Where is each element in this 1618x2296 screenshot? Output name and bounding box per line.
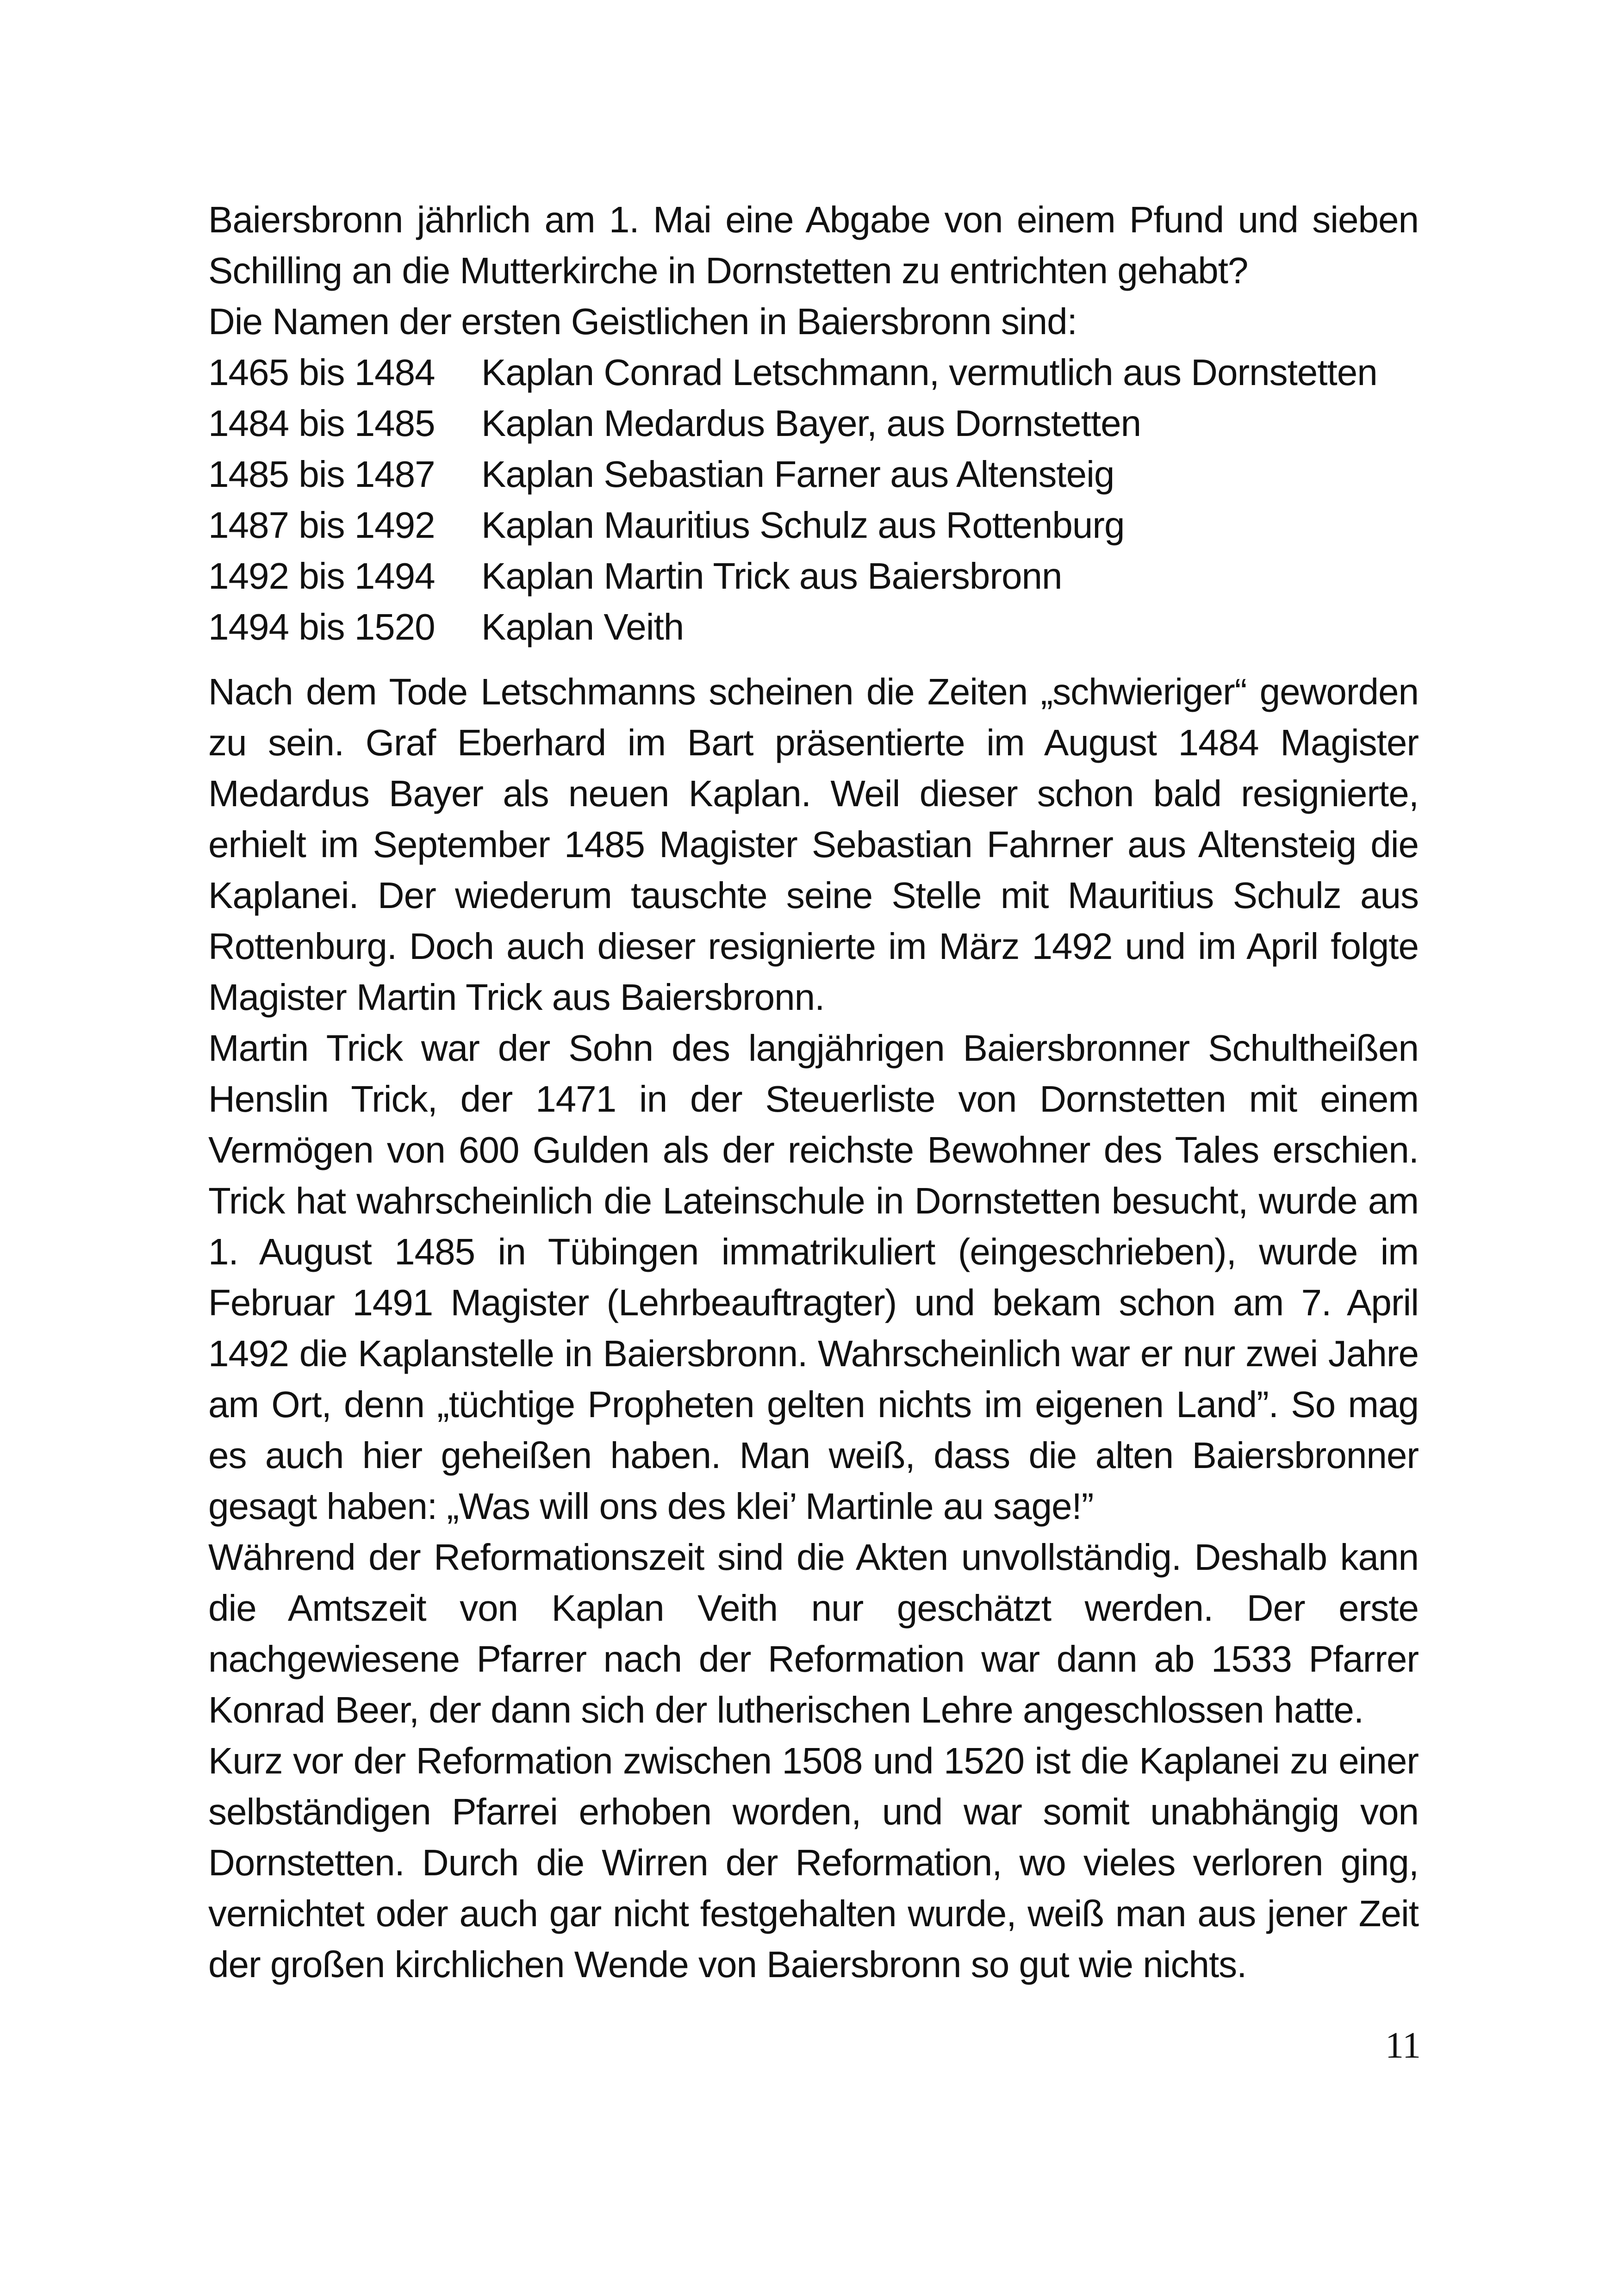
clergy-entry [208, 500, 1419, 551]
clergy-name: Kaplan Mauritius Schulz aus Rottenburg [481, 504, 1125, 546]
intro-paragraph: Baiersbronn jährlich am 1. Mai eine Abgabe von einem Pfund und sieben Schilling an die Mutterkirche in Dornstetten zu entrichten gehabt? [208, 199, 1419, 291]
body-paragraph: Martin Trick war der Sohn des langjährigen Baiersbronner Schultheißen Henslin Trick, der 1471 in der Steuerliste von Dornstetten mit einem Vermögen von 600 Gulden als der reichste Bewohner des Tales erschien. Trick hat wahrscheinlich die Lateinschule in Dornstetten besucht, wurde am 1. August 1485 in Tübingen immatrikuliert (eingeschrieben), wurde im Februar 1491 Magister (Lehrbeauftragter) und bekam schon am 7. April 1492 die Kaplanstelle in Baiersbronn. Wahrscheinlich war er nur zwei Jahre am Ort, denn „tüchtige Propheten gelten nichts im eigenen Land”. So mag es auch hier geheißen haben. Man weiß, dass die alten Baiersbronner gesagt haben: „Was will ons des klei’ Martinle au sage!” [208, 1027, 1419, 1527]
body-paragraph: Nach dem Tode Letschmanns scheinen die Zeiten „schwieriger“ geworden zu sein. Graf Eberhard im Bart präsentierte im August 1484 Magister Medardus Bayer als neuen Kaplan. Weil dieser schon bald resignierte, erhielt im September 1485 Magister Sebastian Fahrner aus Altensteig die Kaplanei. Der wiederum tauschte seine Stelle mit Mauritius Schulz aus Rottenburg. Doch auch dieser resignierte im März 1492 und im April folgte Magister Martin Trick aus Baiersbronn. [208, 671, 1419, 1018]
clergy-list-heading: Die Namen der ersten Geistlichen in Baiersbronn sind: [208, 301, 1077, 342]
body-paragraph: Kurz vor der Reformation zwischen 1508 und 1520 ist die Kaplanei zu einer selbständigen Pfarrei erhoben worden, und war somit unabhängig von Dornstetten. Durch die Wirren der Reformation, wo vieles verloren ging, vernichtet oder auch gar nicht festgehalten wurde, weiß man aus jener Zeit der großen kirchlichen Wende von Baiersbronn so gut wie nichts. [208, 1740, 1419, 1985]
body-paragraph: Während der Reformationszeit sind die Akten unvollständig. Deshalb kann die Amtszeit von Kaplan Veith nur geschätzt werden. Der erste nachgewiesene Pfarrer nach der Reformation war dann ab 1533 Pfarrer Konrad Beer, der dann sich der lutherischen Lehre angeschlossen hatte. [208, 1537, 1419, 1730]
clergy-years: 1465 bis 1484 [208, 352, 435, 393]
clergy-years: 1485 bis 1487 [208, 454, 435, 495]
clergy-years: 1492 bis 1494 [208, 555, 435, 597]
clergy-entry [208, 347, 1419, 398]
clergy-name: Kaplan Veith [481, 606, 684, 647]
clergy-name: Kaplan Conrad Letschmann, vermutlich aus Dornstetten [481, 352, 1377, 393]
clergy-years: 1484 bis 1485 [208, 403, 435, 444]
page-number: 11 [1385, 2025, 1421, 2066]
clergy-name: Kaplan Sebastian Farner aus Altensteig [481, 454, 1114, 495]
clergy-name: Kaplan Medardus Bayer, aus Dornstetten [481, 403, 1141, 444]
clergy-entry [208, 551, 1419, 602]
clergy-years: 1494 bis 1520 [208, 606, 435, 647]
clergy-entry [208, 602, 1419, 653]
clergy-list [208, 347, 1419, 653]
clergy-entry [208, 398, 1419, 449]
clergy-years: 1487 bis 1492 [208, 504, 435, 546]
clergy-name: Kaplan Martin Trick aus Baiersbronn [481, 555, 1062, 597]
page-text [208, 194, 1419, 1990]
clergy-entry [208, 449, 1419, 500]
